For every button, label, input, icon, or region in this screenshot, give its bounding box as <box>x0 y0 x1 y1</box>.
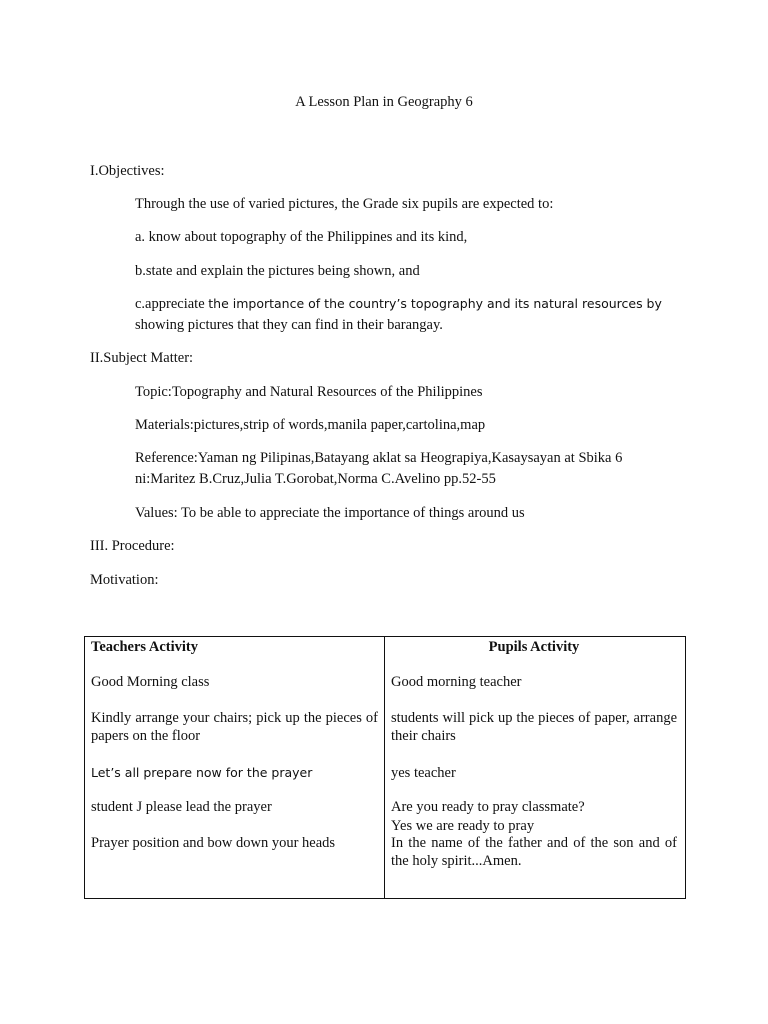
pupil-activity-4a: Are you ready to pray classmate? <box>391 799 585 815</box>
materials: Materials:pictures,strip of words,manila paper,cartolina,map <box>135 417 486 433</box>
teachers-activity-header: Teachers Activity <box>91 639 198 655</box>
teacher-activity-5: Prayer position and bow down your heads <box>91 835 336 851</box>
teacher-activity-4: student J please lead the prayer <box>91 799 272 815</box>
values: Values: To be able to appreciate the importance of things around us <box>135 505 525 521</box>
topic: Topic:Topography and Natural Resources of the Philippines <box>135 384 483 400</box>
teacher-activity-1: Good Morning class <box>91 674 210 690</box>
objectives-heading: I.Objectives: <box>90 163 165 179</box>
pupil-activity-5: In the name of the father and of the son and of the holy spirit...Amen. <box>391 835 677 869</box>
teacher-activity-3: Let’s all prepare now for the prayer <box>91 765 313 780</box>
reference-line2: ni:Maritez B.Cruz,Julia T.Gorobat,Norma C.Avelino pp.52-55 <box>135 471 496 487</box>
pupils-activity-header: Pupils Activity <box>488 639 580 655</box>
column-divider <box>384 637 385 898</box>
objective-c-start: c.appreciate <box>135 296 209 312</box>
teacher-activity-2: Kindly arrange your chairs; pick up the pieces of papers on the floor <box>91 710 378 744</box>
procedure-heading: III. Procedure: <box>90 538 175 554</box>
objective-b: b.state and explain the pictures being shown, and <box>135 263 420 279</box>
activity-table <box>84 636 686 899</box>
objectives-intro: Through the use of varied pictures, the Grade six pupils are expected to: <box>135 196 554 212</box>
page-title: A Lesson Plan in Geography 6 <box>295 94 473 110</box>
pupil-activity-4b: Yes we are ready to pray <box>391 818 535 834</box>
objective-c-rest: the importance of the country’s topography and its natural resources by <box>208 296 662 311</box>
pupil-activity-2: students will pick up the pieces of paper, arrange their chairs <box>391 710 677 744</box>
subject-matter-heading: II.Subject Matter: <box>90 350 194 366</box>
pupil-activity-3: yes teacher <box>391 765 456 781</box>
objective-a: a. know about topography of the Philippines and its kind, <box>135 229 468 245</box>
pupil-activity-1: Good morning teacher <box>391 674 522 690</box>
objective-c-line2: showing pictures that they can find in their barangay. <box>135 317 443 333</box>
objective-c-line1 <box>135 295 662 313</box>
reference-line1: Reference:Yaman ng Pilipinas,Batayang aklat sa Heograpiya,Kasaysayan at Sbika 6 <box>135 450 623 466</box>
motivation-label: Motivation: <box>90 572 159 588</box>
